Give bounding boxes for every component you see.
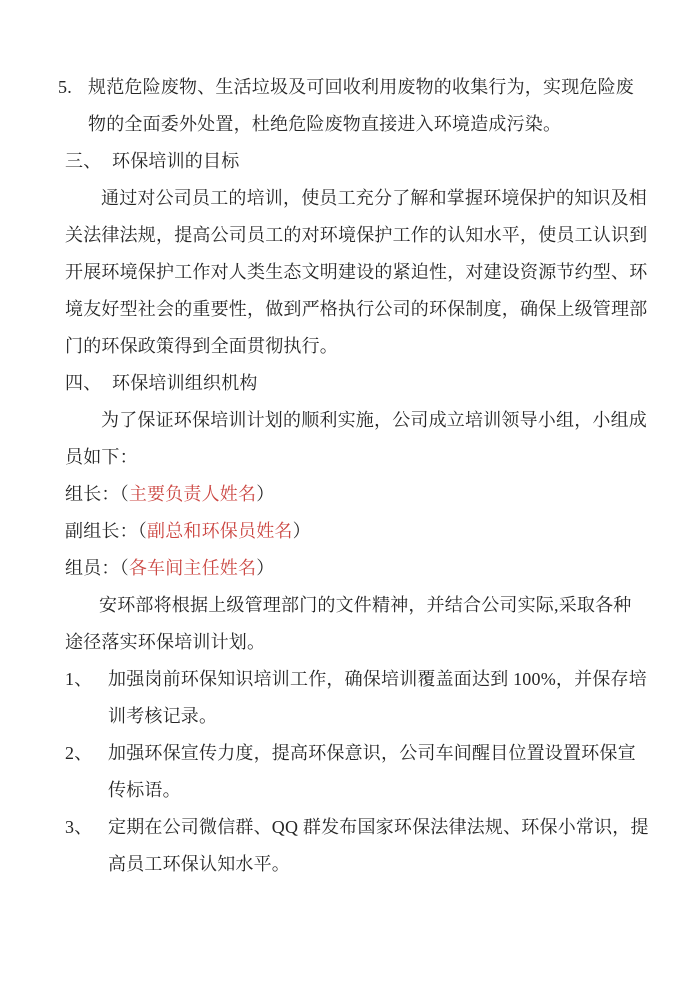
list-marker-1: 1、: [65, 669, 93, 689]
text-line: 定期在公司微信群、QQ 群发布国家环保法律法规、环保小常识，提: [108, 817, 649, 837]
role-label: 组员：（: [65, 558, 129, 578]
role-line-deputy: [65, 521, 311, 541]
text-line: 门的环保政策得到全面贯彻执行。: [65, 336, 338, 356]
role-label: 组长：（: [65, 484, 129, 504]
role-close-paren: ）: [256, 484, 275, 504]
text-line: 物的全面委外处置，杜绝危险废物直接进入环境造成污染。: [88, 114, 562, 134]
text-line: 为了保证环保培训计划的顺利实施，公司成立培训领导小组，小组成: [101, 410, 647, 430]
role-label: 副组长：（: [65, 521, 147, 541]
role-placeholder-red: 副总和环保员姓名: [147, 521, 293, 541]
text-line: 途径落实环保培训计划。: [65, 632, 266, 652]
text-line: 通过对公司员工的培训，使员工充分了解和掌握环境保护的知识及相: [101, 188, 647, 208]
role-placeholder-red: 主要负责人姓名: [128, 484, 257, 504]
text-line: 加强岗前环保知识培训工作，确保培训覆盖面达到 100%，并保存培: [108, 669, 647, 689]
section-marker-4: 四、: [65, 373, 102, 393]
text-line: 高员工环保认知水平。: [108, 854, 290, 874]
text-line: 规范危险废物、生活垃圾及可回收利用废物的收集行为，实现危险废: [88, 77, 634, 97]
text-line: 传标语。: [108, 780, 181, 800]
text-line: 开展环境保护工作对人类生态文明建设的紧迫性，对建设资源节约型、环: [65, 262, 648, 282]
list-marker-5: 5.: [58, 77, 72, 97]
role-placeholder-red: 各车间主任姓名: [128, 558, 257, 578]
list-marker-3: 3、: [65, 817, 93, 837]
section-marker-3: 三、: [65, 151, 102, 171]
role-line-members: [65, 558, 274, 578]
text-line: 训考核记录。: [108, 706, 218, 726]
section-title-3: 环保培训的目标: [112, 151, 240, 171]
text-line: 境友好型社会的重要性，做到严格执行公司的环保制度，确保上级管理部: [65, 299, 648, 319]
role-line-leader: [65, 484, 274, 504]
role-close-paren: ）: [256, 558, 275, 578]
text-line: 安环部将根据上级管理部门的文件精神，并结合公司实际,采取各种: [99, 595, 632, 615]
text-line: 关法律法规，提高公司员工的对环境保护工作的认知水平，使员工认识到: [65, 225, 648, 245]
text-line: 加强环保宣传力度，提高环保意识，公司车间醒目位置设置环保宣: [108, 743, 636, 763]
role-close-paren: ）: [292, 521, 311, 541]
list-marker-2: 2、: [65, 743, 93, 763]
text-line: 员如下：: [65, 447, 138, 467]
section-title-4: 环保培训组织机构: [112, 373, 258, 393]
